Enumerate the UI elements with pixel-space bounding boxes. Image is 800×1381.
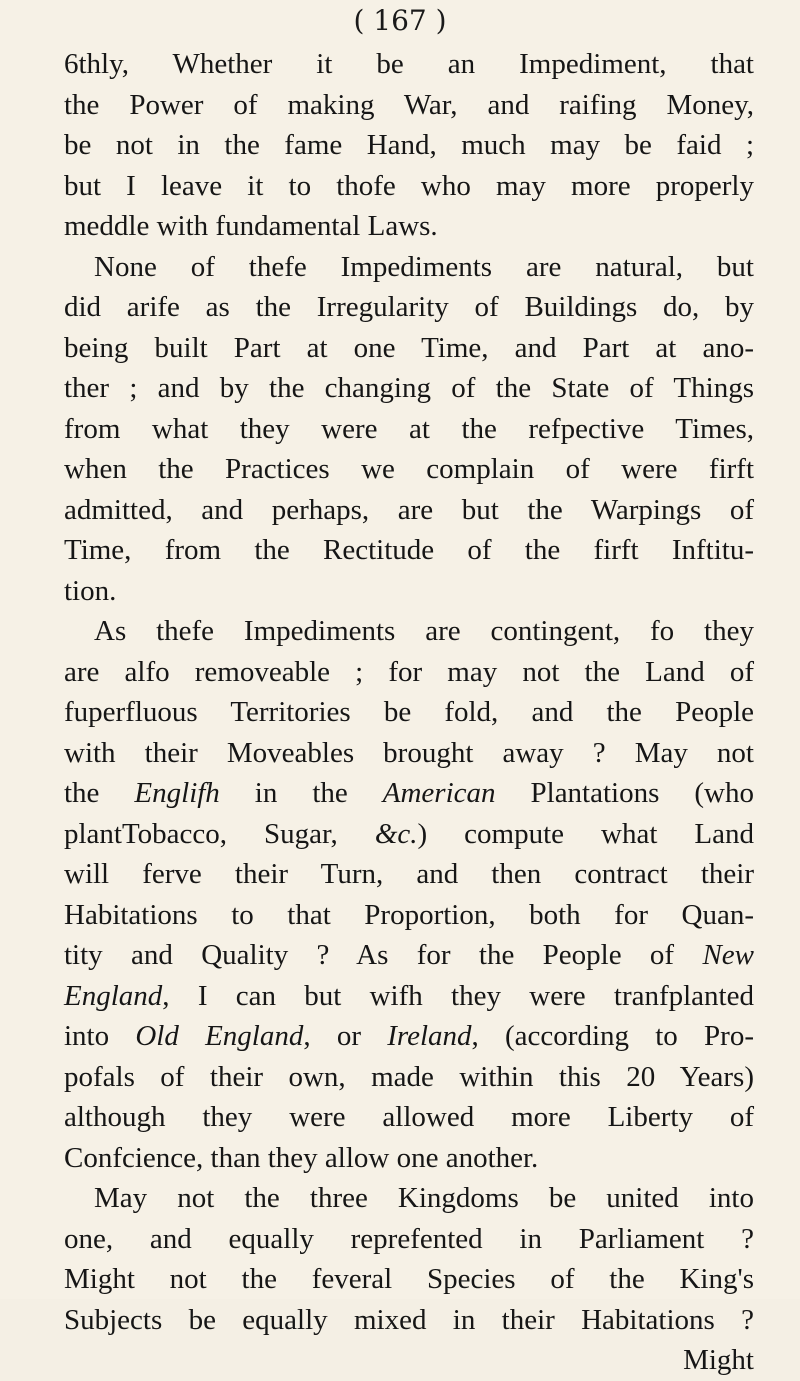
text-line: from what they were at the refpective Times, xyxy=(64,412,754,445)
text-line: ther ; and by the changing of the State of Things xyxy=(64,372,754,404)
italic-word: New xyxy=(702,939,754,971)
text-line: although they were allowed more Liberty of xyxy=(64,1101,754,1133)
italic-word: American xyxy=(382,777,496,809)
paragraph-start-line: As thefe Impediments are contingent, fo they xyxy=(94,615,754,647)
text-line: did arife as the Irregularity of Buildings do, by xyxy=(64,291,754,323)
text-line: Subjects be equally mixed in their Habitations ? xyxy=(64,1303,754,1336)
body-text xyxy=(64,44,754,1381)
page-number: ( 167 ) xyxy=(353,4,447,37)
text-line: but I leave it to thofe who may more properly xyxy=(64,169,754,202)
text-line: meddle with fundamental Laws. xyxy=(64,210,438,242)
italic-word: &c. xyxy=(374,817,418,850)
italic-word: Old England xyxy=(135,1020,304,1052)
text-line: England, I can but wifh they were tranfplanted xyxy=(64,979,754,1012)
text-line: Confcience, than they allow one another. xyxy=(64,1141,539,1174)
italic-word: England xyxy=(64,979,163,1012)
text-line: one, and equally reprefented in Parliament ? xyxy=(64,1222,754,1255)
text-line: are alfo removeable ; for may not the Land of xyxy=(64,655,754,688)
text-line: will ferve their Turn, and then contract their xyxy=(64,858,754,890)
italic-word: Englifh xyxy=(134,777,220,809)
text-line: fuperfluous Territories be fold, and the People xyxy=(64,696,754,728)
paragraph-start-line: None of thefe Impediments are natural, but xyxy=(94,250,754,283)
text-line: tion. xyxy=(64,574,117,607)
paragraph-start-line: May not the three Kingdoms be united into xyxy=(94,1182,754,1214)
text-line: Might not the feveral Species of the King's xyxy=(64,1263,754,1295)
text-line: Time, from the Rectitude of the firft Inftitu- xyxy=(64,534,754,566)
text-line: tity and Quality ? As for the People of New xyxy=(64,939,754,971)
text-line: the Englifh in the American Plantations (who xyxy=(64,777,754,809)
text-line: being built Part at one Time, and Part at ano- xyxy=(64,331,754,364)
text-line: Habitations to that Proportion, both for Quan- xyxy=(64,898,754,931)
text-line: the Power of making War, and raifing Money, xyxy=(64,88,754,121)
text-line: pofals of their own, made within this 20 Years) xyxy=(64,1060,754,1093)
text-line: admitted, and perhaps, are but the Warpings of xyxy=(64,493,754,526)
text-line: be not in the fame Hand, much may be faid ; xyxy=(64,129,754,161)
text-line: with their Moveables brought away ? May not xyxy=(64,736,754,769)
text-line: when the Practices we complain of were firft xyxy=(64,453,754,485)
catchword: Might xyxy=(683,1344,754,1376)
text-line: plantTobacco, Sugar, &c.) compute what Land xyxy=(64,817,754,850)
text-line: into Old England, or Ireland, (according to Pro- xyxy=(64,1020,754,1052)
italic-word: Ireland xyxy=(387,1020,472,1052)
text-line: 6thly, Whether it be an Impediment, that xyxy=(64,48,754,80)
